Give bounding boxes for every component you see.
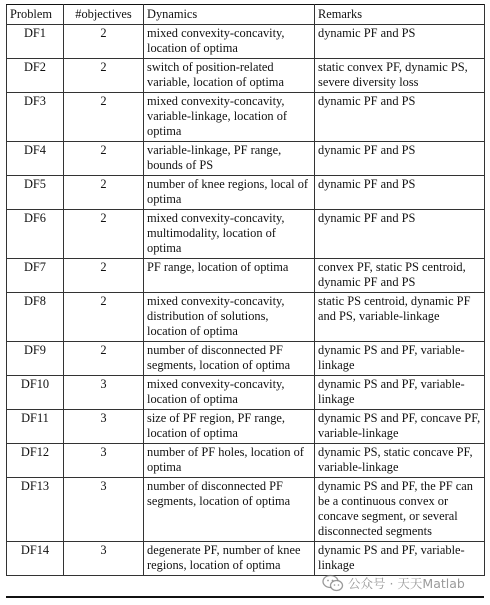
- cell-remarks: dynamic PS and PF, concave PF, variable-linkage: [315, 410, 485, 444]
- cell-objectives: 2: [64, 142, 144, 176]
- cell-remarks: dynamic PF and PS: [315, 25, 485, 59]
- table-row: [7, 444, 485, 478]
- table-header-row: [7, 5, 485, 25]
- cell-objectives: 2: [64, 342, 144, 376]
- table-bottom-rule: [6, 596, 484, 598]
- header-problem: Problem: [7, 5, 64, 25]
- table-row: [7, 176, 485, 210]
- header-objectives: #objectives: [64, 5, 144, 25]
- header-remarks: Remarks: [315, 5, 485, 25]
- cell-problem: DF2: [7, 59, 64, 93]
- cell-remarks: dynamic PS and PF, variable-linkage: [315, 376, 485, 410]
- cell-objectives: 2: [64, 210, 144, 259]
- cell-remarks: dynamic PS and PF, the PF can be a continuous convex or concave segment, or several disconnected segments: [315, 478, 485, 542]
- cell-objectives: 2: [64, 59, 144, 93]
- cell-problem: DF5: [7, 176, 64, 210]
- cell-dynamics: size of PF region, PF range, location of optima: [144, 410, 315, 444]
- table-row: [7, 93, 485, 142]
- wechat-icon: [322, 574, 344, 592]
- cell-objectives: 3: [64, 410, 144, 444]
- cell-dynamics: degenerate PF, number of knee regions, location of optima: [144, 542, 315, 576]
- cell-objectives: 2: [64, 25, 144, 59]
- table-row: [7, 542, 485, 576]
- cell-dynamics: mixed convexity-concavity, distribution of solutions, location of optima: [144, 293, 315, 342]
- cell-problem: DF12: [7, 444, 64, 478]
- cell-problem: DF7: [7, 259, 64, 293]
- cell-objectives: 2: [64, 293, 144, 342]
- cell-dynamics: variable-linkage, PF range, bounds of PS: [144, 142, 315, 176]
- cell-remarks: convex PF, static PS centroid, dynamic PF and PS: [315, 259, 485, 293]
- table-row: [7, 410, 485, 444]
- cell-problem: DF9: [7, 342, 64, 376]
- cell-remarks: dynamic PF and PS: [315, 210, 485, 259]
- cell-remarks: dynamic PS and PF, variable-linkage: [315, 542, 485, 576]
- cell-dynamics: number of knee regions, local of optima: [144, 176, 315, 210]
- problems-table: [6, 4, 485, 576]
- cell-objectives: 3: [64, 478, 144, 542]
- cell-problem: DF14: [7, 542, 64, 576]
- cell-dynamics: number of disconnected PF segments, location of optima: [144, 478, 315, 542]
- cell-problem: DF10: [7, 376, 64, 410]
- cell-objectives: 2: [64, 176, 144, 210]
- cell-dynamics: mixed convexity-concavity, variable-linkage, location of optima: [144, 93, 315, 142]
- cell-remarks: dynamic PF and PS: [315, 142, 485, 176]
- cell-dynamics: mixed convexity-concavity, multimodality, location of optima: [144, 210, 315, 259]
- cell-objectives: 2: [64, 259, 144, 293]
- cell-objectives: 3: [64, 376, 144, 410]
- cell-remarks: dynamic PF and PS: [315, 176, 485, 210]
- table-row: [7, 293, 485, 342]
- cell-problem: DF6: [7, 210, 64, 259]
- cell-dynamics: number of PF holes, location of optima: [144, 444, 315, 478]
- cell-dynamics: switch of position-related variable, location of optima: [144, 59, 315, 93]
- table-row: [7, 25, 485, 59]
- cell-problem: DF8: [7, 293, 64, 342]
- cell-dynamics: PF range, location of optima: [144, 259, 315, 293]
- table-row: [7, 210, 485, 259]
- cell-problem: DF11: [7, 410, 64, 444]
- cell-remarks: dynamic PS and PF, variable-linkage: [315, 342, 485, 376]
- table-row: [7, 478, 485, 542]
- cell-problem: DF1: [7, 25, 64, 59]
- cell-problem: DF3: [7, 93, 64, 142]
- table-row: [7, 342, 485, 376]
- cell-dynamics: mixed convexity-concavity, location of optima: [144, 25, 315, 59]
- watermark: [322, 573, 465, 593]
- watermark-text: 公众号 · 天天Matlab: [348, 576, 465, 591]
- cell-remarks: static PS centroid, dynamic PF and PS, variable-linkage: [315, 293, 485, 342]
- cell-remarks: dynamic PS, static concave PF, variable-linkage: [315, 444, 485, 478]
- cell-remarks: dynamic PF and PS: [315, 93, 485, 142]
- table-row: [7, 376, 485, 410]
- cell-problem: DF13: [7, 478, 64, 542]
- header-dynamics: Dynamics: [144, 5, 315, 25]
- cell-remarks: static convex PF, dynamic PS, severe diversity loss: [315, 59, 485, 93]
- table-row: [7, 259, 485, 293]
- table-row: [7, 142, 485, 176]
- table-row: [7, 59, 485, 93]
- cell-dynamics: mixed convexity-concavity, location of optima: [144, 376, 315, 410]
- cell-objectives: 2: [64, 93, 144, 142]
- cell-dynamics: number of disconnected PF segments, location of optima: [144, 342, 315, 376]
- cell-problem: DF4: [7, 142, 64, 176]
- cell-objectives: 3: [64, 542, 144, 576]
- cell-objectives: 3: [64, 444, 144, 478]
